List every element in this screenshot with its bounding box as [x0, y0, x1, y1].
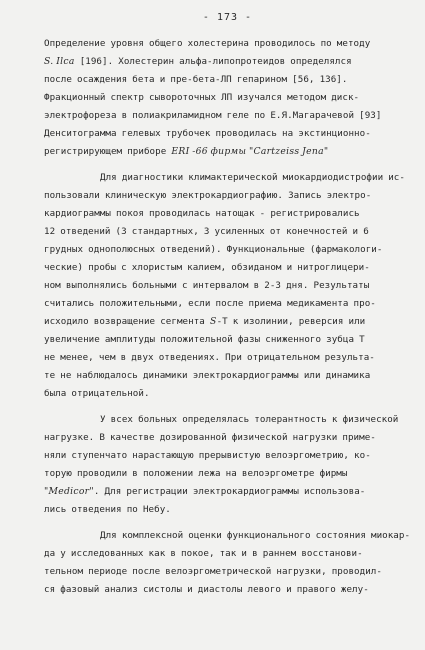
text-line — [44, 411, 411, 429]
text-line — [44, 89, 411, 107]
typed-text: нагрузке. В качестве дозированной физической нагрузки приме- — [44, 432, 376, 443]
paragraph — [44, 35, 411, 161]
typed-text: У всех больных определялась толерантность к физической — [100, 414, 399, 425]
typed-text: лись отведения по Небу. — [44, 504, 171, 515]
typed-text: -Т к изолинии, реверсия или — [216, 316, 366, 327]
text-line — [44, 35, 411, 53]
typed-text: Определение уровня общего холестерина проводилось по методу — [44, 38, 371, 49]
typed-text: исходило возвращение сегмента — [44, 316, 210, 327]
text-line — [44, 223, 411, 241]
typed-text: электрофореза в полиакриламидном геле по Е.Я.Магарачевой [93] — [44, 110, 382, 121]
text-line — [44, 241, 411, 259]
text-line — [44, 483, 411, 501]
text-line — [44, 71, 411, 89]
typed-text: Денситограмма гелевых трубочек проводилась на экстинционно- — [44, 128, 371, 139]
text-line — [44, 527, 411, 545]
typed-text: ном выполнялись больными с интервалом в 2-3 дня. Результаты — [44, 280, 370, 291]
text-line — [44, 143, 411, 161]
text-line — [44, 313, 411, 331]
typed-text: те не наблюдалось динамики электрокардиограммы или динамика — [44, 370, 371, 381]
text-line — [44, 563, 411, 581]
text-line — [44, 107, 411, 125]
typed-text: считались положительными, если после приема медикамента про- — [44, 298, 376, 309]
typed-text: [196]. Холестерин альфа-липопротеидов определялся — [74, 56, 352, 67]
handwritten-insert: S — [209, 316, 217, 327]
text-line — [44, 447, 411, 465]
typed-text: Для комплексной оценки функционального состояния миокар- — [100, 530, 411, 541]
text-line — [44, 277, 411, 295]
typed-text: была отрицательной. — [44, 388, 150, 399]
text-line — [44, 429, 411, 447]
typed-text: да у исследованных как в покое, так и в раннем восстанови- — [44, 548, 363, 559]
handwritten-insert: S. Ilca — [44, 56, 75, 67]
typed-text: няли ступенчато нарастающую прерывистую велоэргометрию, ко- — [44, 450, 371, 461]
text-line — [44, 331, 411, 349]
text-line — [44, 53, 411, 71]
typed-text: Для диагностики климактерической миокардиодистрофии ис- — [100, 172, 405, 183]
text-line — [44, 187, 411, 205]
text-line — [44, 125, 411, 143]
document-body — [44, 35, 411, 599]
text-line — [44, 205, 411, 223]
typed-text: 12 отведений (3 стандартных, 3 усиленных от конечностей и 6 — [44, 226, 369, 237]
text-line — [44, 259, 411, 277]
typed-text: кардиограммы покоя проводилась натощак - регистрировались — [44, 208, 360, 219]
text-line — [44, 545, 411, 563]
typed-text: увеличение амплитуды положительной фазы сниженного зубца Т — [44, 334, 365, 345]
typed-text: ческие) пробы с хлористым калием, обзиданом и нитроглицери- — [44, 262, 370, 273]
paragraph — [44, 411, 411, 519]
typed-text: ся фазовый анализ систолы и диастолы левого и правого желу- — [44, 584, 369, 595]
paragraph — [44, 169, 411, 403]
text-line — [44, 367, 411, 385]
handwritten-insert: ERI -66 фирмы "Cartzeiss Jena" — [171, 146, 329, 157]
typed-text: грудных однополюсных отведений). Функциональные (фармакологи- — [44, 244, 383, 255]
text-line — [44, 501, 411, 519]
text-line — [44, 385, 411, 403]
typed-text: Фракционный спектр сывороточных ЛП изучался методом диск- — [44, 92, 360, 103]
text-line — [44, 581, 411, 599]
typed-text: пользовали клиническую электрокардиографию. Запись электро- — [44, 190, 372, 201]
page-number: - 173 - — [202, 12, 253, 23]
typed-text: тельном периоде после велоэргометрической нагрузки, проводил- — [44, 566, 382, 577]
typed-text: после осаждения бета и пре-бета-ЛП гепарином [56, 136]. — [44, 74, 348, 85]
typed-text: регистрирующем приборе — [44, 146, 172, 157]
typed-text: . Для регистрации электрокардиограммы использова- — [93, 486, 366, 497]
paragraph — [44, 527, 411, 599]
typed-text: торую проводили в положении лежа на велоэргометре фирмы — [44, 468, 348, 479]
text-line — [44, 349, 411, 367]
text-line — [44, 465, 411, 483]
text-line — [44, 295, 411, 313]
typed-text: не менее, чем в двух отведениях. При отрицательном результа- — [44, 352, 375, 363]
handwritten-insert: "Medicor" — [44, 486, 94, 497]
text-line — [44, 169, 411, 187]
